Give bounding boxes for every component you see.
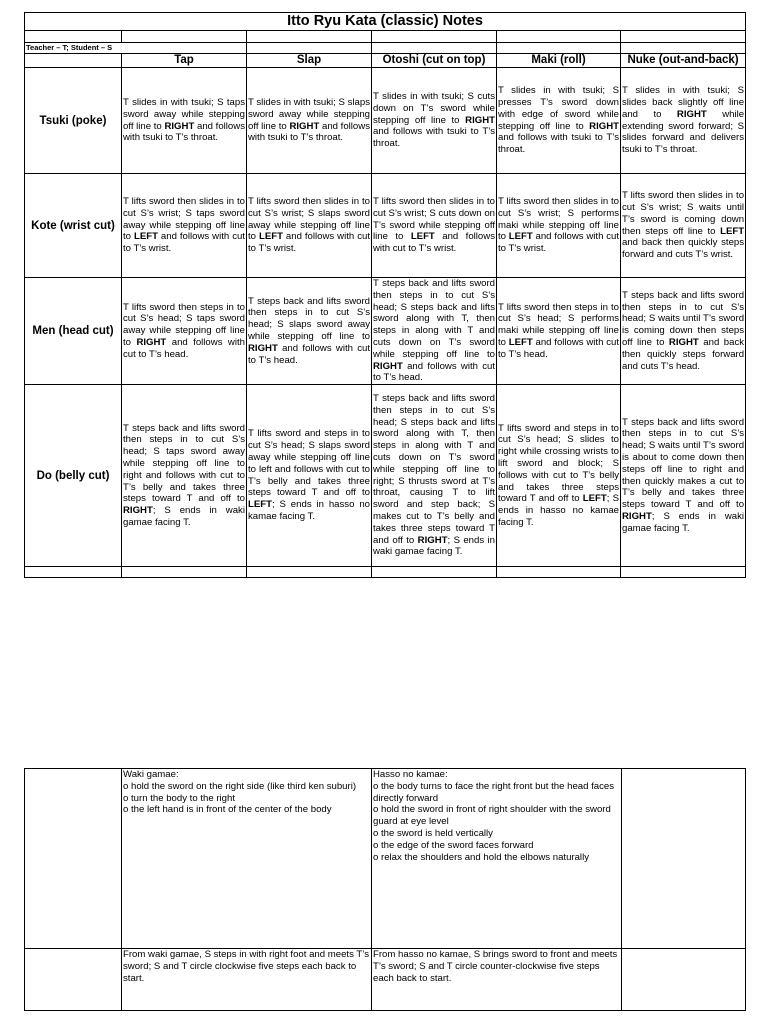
blank-cell [25, 949, 122, 1011]
blank-cell [25, 567, 122, 578]
technique-cell: T steps back and lifts sword then steps in to cut S’s head; S waits until T’s sword is about to come down then steps off line to right and then quickly makes a cut to T’s belly and takes three steps toward T and off to RIGHT; S ends in waki gamae facing T. [621, 385, 746, 567]
blank-cell [497, 43, 621, 54]
technique-cell: T steps back and lifts sword then steps in to cut S’s head; S steps back and lifts sword along with T, then steps in along with T and cuts down on T’s sword while stepping off line to RIGHT and follows with cut to T’s head. [373, 278, 495, 384]
technique-cell: T lifts sword then slides in to cut S’s wrist; S performs maki while stepping off line to LEFT and follows with cut to T’s wrist. [497, 174, 621, 278]
table-row [25, 385, 746, 567]
blank-cell [25, 769, 122, 949]
technique-cell: T steps back and lifts sword then steps in to cut S’s head; S steps back and lifts sword along with T, then steps in along with T and cuts down on T’s sword while stepping off line to right; S thrusts sword at T’s throat, causing T to lift sword and step back; S makes cut to T’s belly and takes three steps toward T and off to RIGHT; S ends in waki gamae facing T. [372, 385, 497, 567]
waki-gamae-notes [122, 769, 372, 949]
technique-cell: T lifts sword and steps in to cut S’s head; S slides to right while crossing wrists to lift sword and block; S follows with cut to T’s belly and takes three steps toward T and off to LEFT; S ends in hasso no kamae facing T. [497, 385, 621, 567]
technique-cell: T lifts sword then slides in to cut S’s wrist; S waits until T’s sword is coming down then steps off line to LEFT and back then quickly steps forward and cuts T’s wrist. [621, 174, 746, 278]
list-item: o hold the sword on the right side (like third ken suburi) [123, 780, 357, 792]
blank-cell [621, 31, 746, 43]
blank-cell [122, 567, 247, 578]
technique-cell: T slides in with tsuki; S taps sword away while stepping off line to RIGHT and follows with tsuki to T’s throat. [122, 68, 247, 174]
column-header-nuke: Nuke (out-and-back) [621, 54, 746, 68]
table-row [25, 174, 746, 278]
technique-cell: T slides in with tsuki; S slides back slightly off line and to RIGHT while extending sword forward; S slides forward and delivers tsuki to T’s throat. [621, 68, 746, 174]
blank-cell [497, 31, 621, 43]
list-item: o the left hand is in front of the center of the body [123, 804, 332, 816]
column-header-otoshi: Otoshi (cut on top) [372, 54, 497, 68]
technique-cell: T steps back and lifts sword then steps in to cut S’s head; S taps sword away while stepping off line to right and follows with cut to T’s belly and takes three steps toward T and off to RIGHT; S ends in waki gamae facing T. [122, 385, 247, 567]
blank-cell [621, 43, 746, 54]
blank-cell [247, 43, 372, 54]
blank-cell [622, 949, 746, 1011]
waki-gamae-heading: Waki gamae: [123, 769, 179, 780]
blank-cell [622, 769, 746, 949]
list-item: o the body turns to face the right front but the head faces directly forward [373, 780, 615, 804]
blank-cell [497, 567, 621, 578]
kata-notes-table [24, 12, 746, 578]
hasso-no-kamae-sequence: From hasso no kamae, S brings sword to front and meets T’s sword; S and T circle counter-clockwise five steps each back to start. [372, 949, 622, 1011]
corner-header [25, 54, 122, 68]
blank-cell [621, 567, 746, 578]
hasso-no-kamae-notes [372, 769, 622, 949]
blank-cell [25, 31, 122, 43]
blank-cell [372, 567, 497, 578]
technique-cell: T lifts sword then steps in to cut S’s head; S taps sword away while stepping off line to RIGHT and follows with cut to T’s head. [122, 278, 247, 385]
row-label-do: Do (belly cut) [25, 385, 122, 567]
technique-cell: T slides in with tsuki; S slaps sword away while stepping off line to RIGHT and follows with tsuki to T’s throat. [247, 68, 372, 174]
role-legend: Teacher – T; Student – S [25, 43, 247, 54]
technique-cell: T lifts sword and steps in to cut S’s head; S slaps sword away while stepping off line to left and follows with cut to T’s belly and takes three steps toward T and off to LEFT; S ends in hasso no kamae facing T. [247, 385, 372, 567]
row-label-tsuki: Tsuki (poke) [25, 68, 122, 174]
row-label-men: Men (head cut) [25, 278, 122, 385]
column-header-maki: Maki (roll) [497, 54, 621, 68]
row-label-kote: Kote (wrist cut) [25, 174, 122, 278]
stance-notes-table [24, 768, 746, 1011]
technique-cell: T lifts sword then slides in to cut S’s wrist; S taps sword away while stepping off line to LEFT and follows with cut to T’s wrist. [122, 174, 247, 278]
list-item: o the edge of the sword faces forward [373, 839, 534, 851]
hasso-no-kamae-heading: Hasso no kamae: [373, 769, 448, 780]
column-header-slap: Slap [247, 54, 372, 68]
list-item: o hold the sword in front of right shoulder with the sword guard at eye level [373, 804, 611, 828]
column-header-tap: Tap [122, 54, 247, 68]
technique-cell: T steps back and lifts sword then steps in to cut S’s head; S slaps sword away while stepping off line to RIGHT and follows with cut to T’s head. [247, 278, 372, 385]
technique-cell: T lifts sword then slides in to cut S’s wrist; S cuts down on T’s sword while stepping off line to LEFT and follows with cut to T’s wrist. [372, 174, 497, 278]
technique-cell: T lifts sword then slides in to cut S’s wrist; S slaps sword away while stepping off line to LEFT and follows with cut to T’s wrist. [247, 174, 372, 278]
table-row [25, 68, 746, 174]
technique-cell: T slides in with tsuki; S cuts down on T’s sword while stepping off line to RIGHT and follows with tsuki to T’s throat. [372, 68, 497, 174]
technique-cell: T slides in with tsuki; S presses T’s sword down with edge of sword while stepping off line to RIGHT and follows with tsuki to T’s throat. [497, 68, 621, 174]
blank-cell [247, 567, 372, 578]
technique-cell: T steps back and lifts sword then steps in to cut S’s head; S waits until T’s sword is coming down then steps off line to RIGHT and back then quickly steps forward and cuts T’s head. [621, 278, 746, 385]
list-item: o turn the body to the right [123, 792, 236, 804]
blank-cell [372, 31, 497, 43]
page-title: Itto Ryu Kata (classic) Notes [25, 13, 746, 31]
list-item: o relax the shoulders and hold the elbows naturally [373, 851, 589, 863]
list-item: o the sword is held vertically [373, 827, 493, 839]
blank-cell [247, 31, 372, 43]
technique-cell: T lifts sword then steps in to cut S’s head; S performs maki while stepping off line to LEFT and follows with cut to T’s head. [497, 278, 621, 385]
waki-gamae-sequence: From waki gamae, S steps in with right foot and meets T’s sword; S and T circle clockwise five steps each back to start. [122, 949, 372, 1011]
table-row [25, 278, 746, 385]
blank-cell [372, 43, 497, 54]
blank-cell [122, 31, 247, 43]
